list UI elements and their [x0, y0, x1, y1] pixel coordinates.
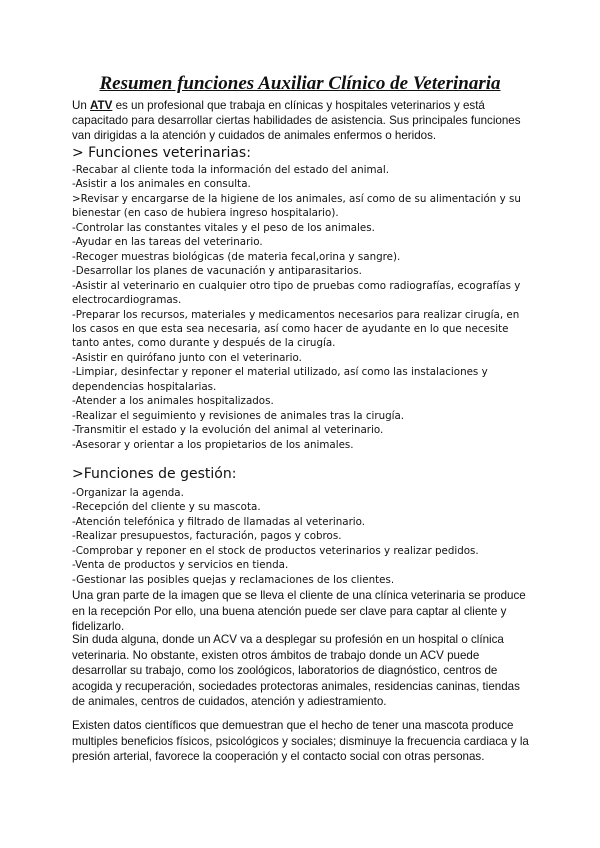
list-item: -Asistir a los animales en consulta. [72, 178, 251, 191]
list-item: -Venta de productos y servicios en tienda. [72, 559, 289, 572]
section-heading-veterinary: > Funciones veterinarias: [72, 145, 251, 161]
body-paragraph-work-areas: Sin duda alguna, donde un ACV va a desplegar su profesión en un hospital o clínica veterinaria. No obstante, existen otros ámbitos de trabajo donde un ACV puede desarrollar su trabajo, como los zoológicos, laboratorios de diagnóstico, centros de acogida y recuperación, sociedades protectoras animales, residencias caninas, tiendas de animales, centros de cuidados, atención y adiestramiento. [72, 633, 520, 708]
list-item: -Realizar el seguimiento y revisiones de animales tras la cirugía. [72, 409, 405, 422]
list-item: -Asesorar y orientar a los propietarios de los animales. [72, 438, 354, 451]
section-heading-management: >Funciones de gestión: [72, 466, 237, 482]
list-item: -Transmitir el estado y la evolución del animal al veterinario. [72, 424, 384, 437]
veterinary-functions-list [72, 163, 534, 452]
list-item: -Organizar la agenda. [72, 487, 184, 499]
list-item: -Desarrollar los planes de vacunación y antiparasitarios. [72, 265, 362, 278]
list-item: -Recabar al cliente toda la información del estado del animal. [72, 164, 389, 176]
management-functions-list [72, 486, 534, 587]
list-item: -Controlar las constantes vitales y el peso de los animales. [72, 221, 375, 234]
list-item: -Atención telefónica y filtrado de llamadas al veterinario. [72, 515, 366, 528]
list-item: -Recoger muestras biológicas (de materia fecal,orina y sangre). [72, 250, 401, 263]
list-item: -Gestionar las posibles quejas y reclamaciones de los clientes. [72, 573, 395, 586]
body-paragraph-benefits: Existen datos científicos que demuestran que el hecho de tener una mascota produce multiples beneficios físicos, psicológicos y sociales; disminuye la frecuencia cardiaca y la presión arterial, favorece la cooperación y el contacto social con otras personas. [72, 719, 529, 763]
list-item: -Atender a los animales hospitalizados. [72, 395, 274, 408]
intro-text: es un profesional que trabaja en clínicas y hospitales veterinarios y está capacitado para desarrollar ciertas habilidades de asistencia. Sus principales funciones van dirigidas a la atención y cuidados de animales enfermos o heridos. [72, 99, 521, 142]
list-item: -Ayudar en las tareas del veterinario. [72, 236, 263, 249]
list-item: >Revisar y encargarse de la higiene de los animales, así como de su alimentación y su bienestar (en caso de hubiera ingreso hospitalario). [72, 192, 521, 220]
intro-prefix: Un [72, 99, 91, 112]
atv-abbreviation: ATV [90, 99, 113, 112]
list-item: -Comprobar y reponer en el stock de productos veterinarios y realizar pedidos. [72, 544, 479, 557]
list-item: -Asistir en quirófano junto con el veterinario. [72, 351, 302, 364]
list-item: -Preparar los recursos, materiales y medicamentos necesarios para realizar cirugía, en los casos en que esta sea necesaria, así como hacer de ayudante en lo que necesite tanto antes, como durante y después de la cirugía. [72, 308, 520, 350]
document-title: Resumen funciones Auxiliar Clínico de Veterinaria [99, 73, 501, 94]
list-item: -Asistir al veterinario en cualquier otro tipo de pruebas como radiografías, ecografías y electrocardiogramas. [72, 279, 521, 307]
list-item: -Limpiar, desinfectar y reponer el material utilizado, así como las instalaciones y dependencias hospitalarias. [72, 366, 488, 393]
list-item: -Realizar presupuestos, facturación, pagos y cobros. [72, 530, 342, 543]
intro-paragraph [72, 98, 532, 143]
body-paragraph-reception: Una gran parte de la imagen que se lleva el cliente de una clínica veterinaria se produce en la recepción Por ello, una buena atención puede ser clave para captar al cliente y fidelizarlo. [72, 589, 526, 633]
list-item: -Recepción del cliente y su mascota. [72, 501, 261, 514]
